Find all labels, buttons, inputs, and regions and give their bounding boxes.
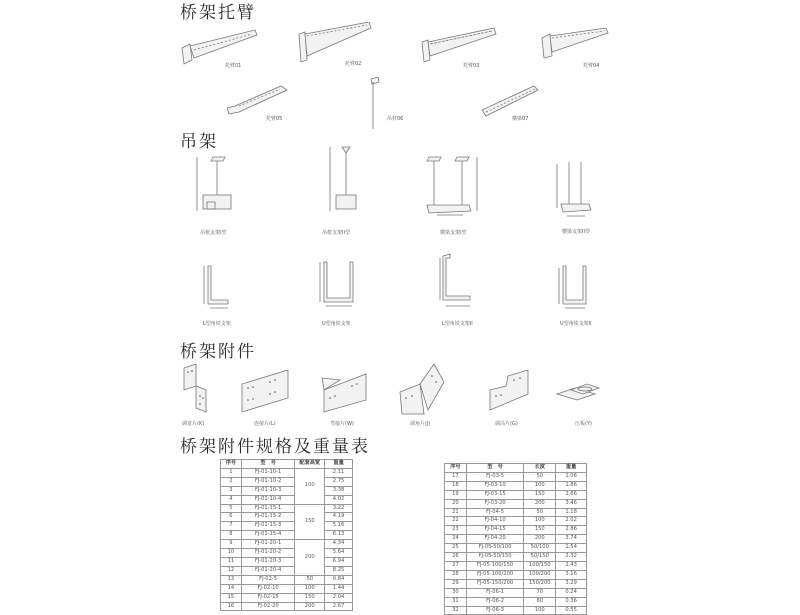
cell-model: FJ-02-10	[241, 584, 295, 593]
crossbeam-support-icon	[425, 155, 485, 217]
table-row	[445, 588, 587, 597]
crossbeam-support-2-figure	[555, 158, 605, 218]
cell-length: 50	[524, 508, 556, 517]
cell-no: 9	[221, 540, 242, 549]
hanger-frame-2-caption: 吊框支架II型	[322, 230, 350, 236]
table-header-row	[221, 460, 353, 469]
header-no: 序号	[445, 464, 467, 473]
table-row	[221, 486, 353, 495]
table-row	[445, 553, 587, 562]
spec-table-left	[220, 459, 353, 611]
cell-no: 1	[221, 468, 242, 477]
cell-weight: 3.16	[556, 570, 587, 579]
plate-icon	[240, 370, 292, 416]
cell-size: 200	[295, 540, 325, 576]
bracket-03-caption: 托臂03	[463, 63, 480, 69]
cell-model: FJ-05-100/150	[466, 561, 524, 570]
cell-model: FJ-03-5	[466, 472, 524, 481]
cell-model: FJ-01-15-1	[241, 504, 295, 513]
cell-model: FJ-06-1	[466, 588, 524, 597]
section-title-accessories: 桥架附件	[180, 342, 256, 362]
cell-weight: 6.94	[325, 557, 353, 566]
cell-model: FJ-01-20-1	[241, 540, 295, 549]
cell-weight: 2.04	[325, 593, 353, 602]
header-no: 序号	[221, 460, 242, 469]
hanger-rod-icon	[368, 77, 382, 129]
table-row	[445, 490, 587, 499]
bracket-03-figure	[420, 26, 500, 66]
cell-length: 100	[524, 606, 556, 615]
table-row	[221, 575, 353, 584]
section-title-hangers: 吊架	[180, 132, 218, 152]
header-model: 型 号	[466, 464, 524, 473]
cell-no: 22	[445, 517, 467, 526]
cell-model: FJ-02-15	[241, 593, 295, 602]
l-angle-support-2-caption: L型角铁支架II	[442, 321, 473, 327]
angle-adjust-plate-caption: 调角片(J)	[410, 421, 431, 427]
table-row	[221, 549, 353, 558]
table-row	[221, 495, 353, 504]
u-angle-support-2-figure	[557, 264, 591, 310]
bracket-04-figure	[540, 28, 610, 60]
cell-no: 21	[445, 508, 467, 517]
cell-no: 13	[221, 575, 242, 584]
cell-model: FJ-01-10-3	[241, 486, 295, 495]
cell-no: 18	[445, 481, 467, 490]
cell-weight: 3.29	[556, 579, 587, 588]
cell-weight: 3.38	[325, 486, 353, 495]
cell-weight: 0.55	[556, 606, 587, 615]
table-row	[445, 544, 587, 553]
bracket-02-caption: 托臂02	[345, 61, 362, 67]
table-row	[445, 472, 587, 481]
table-row	[445, 597, 587, 606]
cell-no: 3	[221, 486, 242, 495]
cell-length: 100	[524, 517, 556, 526]
cell-no: 7	[221, 522, 242, 531]
bend-plate-figure	[320, 368, 370, 414]
spec-table-right	[444, 463, 587, 615]
cell-weight: 2.32	[556, 553, 587, 562]
cell-weight: 2.43	[556, 561, 587, 570]
cell-model: FJ-06-2	[466, 597, 524, 606]
cell-model: FJ-05-50/150	[466, 553, 524, 562]
cell-length: 150	[524, 490, 556, 499]
header-weight: 重量	[325, 460, 353, 469]
table-row	[221, 513, 353, 522]
cell-no: 6	[221, 513, 242, 522]
cell-no: 25	[445, 544, 467, 553]
section-title-spec-table: 桥架附件规格及重量表	[180, 437, 370, 457]
cell-model: FJ-06-3	[466, 606, 524, 615]
table-row	[445, 561, 587, 570]
table-row	[221, 540, 353, 549]
cell-model: FJ-03-10	[466, 481, 524, 490]
cell-weight: 1.06	[556, 472, 587, 481]
bracket-05-caption: 托臂05	[266, 116, 283, 122]
cell-length: 100	[524, 481, 556, 490]
cell-weight: 3.74	[556, 535, 587, 544]
l-angle-icon	[202, 264, 232, 310]
u-angle-icon	[557, 264, 591, 310]
cell-model: FJ-05-150/200	[466, 579, 524, 588]
cell-weight: 4.34	[325, 540, 353, 549]
cell-size: 100	[295, 584, 325, 593]
angle-adjust-plate-figure	[398, 362, 446, 416]
cell-no: 32	[445, 606, 467, 615]
cell-size: 150	[295, 593, 325, 602]
cell-no: 27	[445, 561, 467, 570]
cell-weight: 4.02	[325, 495, 353, 504]
cell-model: FJ-01-10-1	[241, 468, 295, 477]
header-length: 长度	[524, 464, 556, 473]
plate-icon	[320, 368, 370, 414]
cell-length: 50/150	[524, 553, 556, 562]
l-angle-support-caption: L型角铁支架	[203, 321, 231, 327]
cell-weight: 2.66	[556, 490, 587, 499]
hanger-frame-1-figure	[195, 155, 235, 215]
hanger-frame-icon	[195, 155, 235, 215]
cell-no: 2	[221, 477, 242, 486]
cell-weight: 8.25	[325, 566, 353, 575]
cell-no: 20	[445, 499, 467, 508]
height-adjust-plate-caption: 调高片(G)	[495, 421, 518, 427]
cell-model: FJ-01-10-4	[241, 495, 295, 504]
bracket-arm-icon	[420, 26, 500, 66]
cell-weight: 1.54	[556, 544, 587, 553]
hanger-frame-2-figure	[328, 145, 362, 215]
l-angle-support-figure	[202, 264, 232, 310]
cell-weight: 1.44	[325, 584, 353, 593]
u-angle-support-2-caption: U型角铁支架II	[560, 321, 592, 327]
hanger-rod-06-figure	[368, 77, 382, 129]
plate-icon	[398, 362, 446, 416]
cell-model: FJ-02-20	[241, 602, 295, 611]
cell-weight: 3.22	[325, 504, 353, 513]
cell-length: 50	[524, 472, 556, 481]
pressure-plate-figure	[555, 380, 601, 412]
table-row	[221, 522, 353, 531]
connector-plate-figure	[240, 370, 292, 416]
height-adjust-plate-figure	[488, 370, 532, 414]
table-row	[445, 526, 587, 535]
table-row	[221, 584, 353, 593]
cell-model: FJ-04-10	[466, 517, 524, 526]
cell-no: 11	[221, 557, 242, 566]
bracket-04-caption: 托臂04	[583, 63, 600, 69]
cell-weight: 5.16	[325, 522, 353, 531]
u-angle-support-figure	[318, 258, 358, 308]
cell-length: 70	[524, 588, 556, 597]
cell-weight: 1.86	[556, 481, 587, 490]
bend-plate-caption: 弯接片(W)	[330, 421, 354, 427]
u-angle-support-caption: U型角铁支架	[322, 321, 351, 327]
cell-no: 14	[221, 584, 242, 593]
cell-no: 12	[221, 566, 242, 575]
cell-weight: 2.11	[325, 468, 353, 477]
cell-no: 31	[445, 597, 467, 606]
cell-length: 150	[524, 526, 556, 535]
table-row	[445, 579, 587, 588]
cell-no: 8	[221, 531, 242, 540]
cell-length: 200	[524, 535, 556, 544]
bracket-01-caption: 托臂01	[225, 63, 242, 69]
table-row	[445, 517, 587, 526]
table-row	[445, 508, 587, 517]
cell-no: 23	[445, 526, 467, 535]
bracket-arm-icon	[225, 82, 289, 116]
cell-size: 50	[295, 575, 325, 584]
cell-model: FJ-04-15	[466, 526, 524, 535]
plate-icon	[555, 380, 601, 412]
width-adjust-plate-caption: 调宽片(K)	[182, 421, 205, 427]
section-title-brackets: 桥架托臂	[180, 3, 256, 23]
cell-weight: 2.86	[556, 526, 587, 535]
table-row	[445, 499, 587, 508]
hanger-rod-06-caption: 吊杆06	[387, 116, 404, 122]
cell-weight: 4.19	[325, 513, 353, 522]
cell-model: FJ-04-20	[466, 535, 524, 544]
table-row	[221, 531, 353, 540]
cell-weight: 0.24	[556, 588, 587, 597]
bracket-arm-icon	[297, 22, 377, 64]
cell-weight: 6.13	[325, 531, 353, 540]
cell-model: FJ-01-20-3	[241, 557, 295, 566]
cell-weight: 2.75	[325, 477, 353, 486]
cell-weight: 3.46	[556, 499, 587, 508]
cell-no: 29	[445, 579, 467, 588]
cell-model: FJ-01-20-2	[241, 549, 295, 558]
crossbeam-support-1-caption: 横梁支架I型	[440, 230, 467, 236]
cell-size: 100	[295, 468, 325, 504]
table-row	[221, 602, 353, 611]
crossbeam-support-1-figure	[425, 155, 485, 217]
table-row	[445, 570, 587, 579]
bracket-arm-icon	[180, 28, 260, 68]
cell-weight: 2.67	[325, 602, 353, 611]
table-header-row	[445, 464, 587, 473]
cell-model: FJ-05-50/100	[466, 544, 524, 553]
cell-model: FJ-01-15-4	[241, 531, 295, 540]
cell-no: 24	[445, 535, 467, 544]
table-row	[221, 593, 353, 602]
cell-model: FJ-02-5	[241, 575, 295, 584]
cell-model: FJ-01-15-3	[241, 522, 295, 531]
crossbeam-07-caption: 横梁07	[512, 116, 529, 122]
cell-length: 150/200	[524, 579, 556, 588]
cell-model: FJ-01-20-4	[241, 566, 295, 575]
connector-plate-caption: 连接片(L)	[254, 421, 276, 427]
bracket-arm-icon	[540, 28, 610, 60]
cell-weight: 1.18	[556, 508, 587, 517]
cell-no: 16	[221, 602, 242, 611]
cell-no: 30	[445, 588, 467, 597]
hanger-frame-1-caption: 吊框支架I型	[200, 230, 227, 236]
crossbeam-support-icon	[555, 158, 605, 218]
cell-model: FJ-05-100/200	[466, 570, 524, 579]
cell-no: 19	[445, 490, 467, 499]
cell-length: 200	[524, 499, 556, 508]
cell-no: 28	[445, 570, 467, 579]
cell-weight: 2.02	[556, 517, 587, 526]
cell-no: 10	[221, 549, 242, 558]
cell-model: FJ-01-15-2	[241, 513, 295, 522]
cell-no: 4	[221, 495, 242, 504]
cell-model: FJ-04-5	[466, 508, 524, 517]
table-row	[221, 477, 353, 486]
table-row	[221, 504, 353, 513]
cell-no: 5	[221, 504, 242, 513]
header-weight: 重量	[556, 464, 587, 473]
cell-no: 15	[221, 593, 242, 602]
crossbeam-icon	[480, 84, 540, 118]
cell-no: 26	[445, 553, 467, 562]
table-row	[221, 566, 353, 575]
cell-model: FJ-03-15	[466, 490, 524, 499]
cell-length: 100/150	[524, 561, 556, 570]
u-angle-icon	[318, 258, 358, 308]
plate-icon	[488, 370, 532, 414]
cell-model: FJ-03-20	[466, 499, 524, 508]
bracket-01-figure	[180, 28, 260, 68]
bracket-02-figure	[297, 22, 377, 64]
width-adjust-plate-figure	[182, 364, 210, 416]
crossbeam-support-2-caption: 横梁支架II型	[562, 229, 590, 235]
cell-length: 80	[524, 597, 556, 606]
table-row	[445, 606, 587, 615]
hanger-frame-icon	[328, 145, 362, 215]
cell-length: 100/200	[524, 570, 556, 579]
cell-weight: 0.36	[556, 597, 587, 606]
header-size: 配套高宽	[295, 460, 325, 469]
cell-size: 150	[295, 504, 325, 540]
cell-model: FJ-01-10-2	[241, 477, 295, 486]
l-angle-icon	[438, 252, 474, 308]
cell-size: 200	[295, 602, 325, 611]
table-row	[445, 535, 587, 544]
cell-no: 17	[445, 472, 467, 481]
cell-weight: 5.64	[325, 549, 353, 558]
plate-icon	[182, 364, 210, 416]
table-row	[221, 468, 353, 477]
cell-length: 50/100	[524, 544, 556, 553]
header-model: 型 号	[241, 460, 295, 469]
pressure-plate-caption: 压板(Y)	[575, 421, 592, 427]
bracket-05-figure	[225, 82, 289, 116]
l-angle-support-2-figure	[438, 252, 474, 308]
cell-weight: 0.84	[325, 575, 353, 584]
table-row	[445, 481, 587, 490]
table-row	[221, 557, 353, 566]
crossbeam-07-figure	[480, 84, 540, 118]
